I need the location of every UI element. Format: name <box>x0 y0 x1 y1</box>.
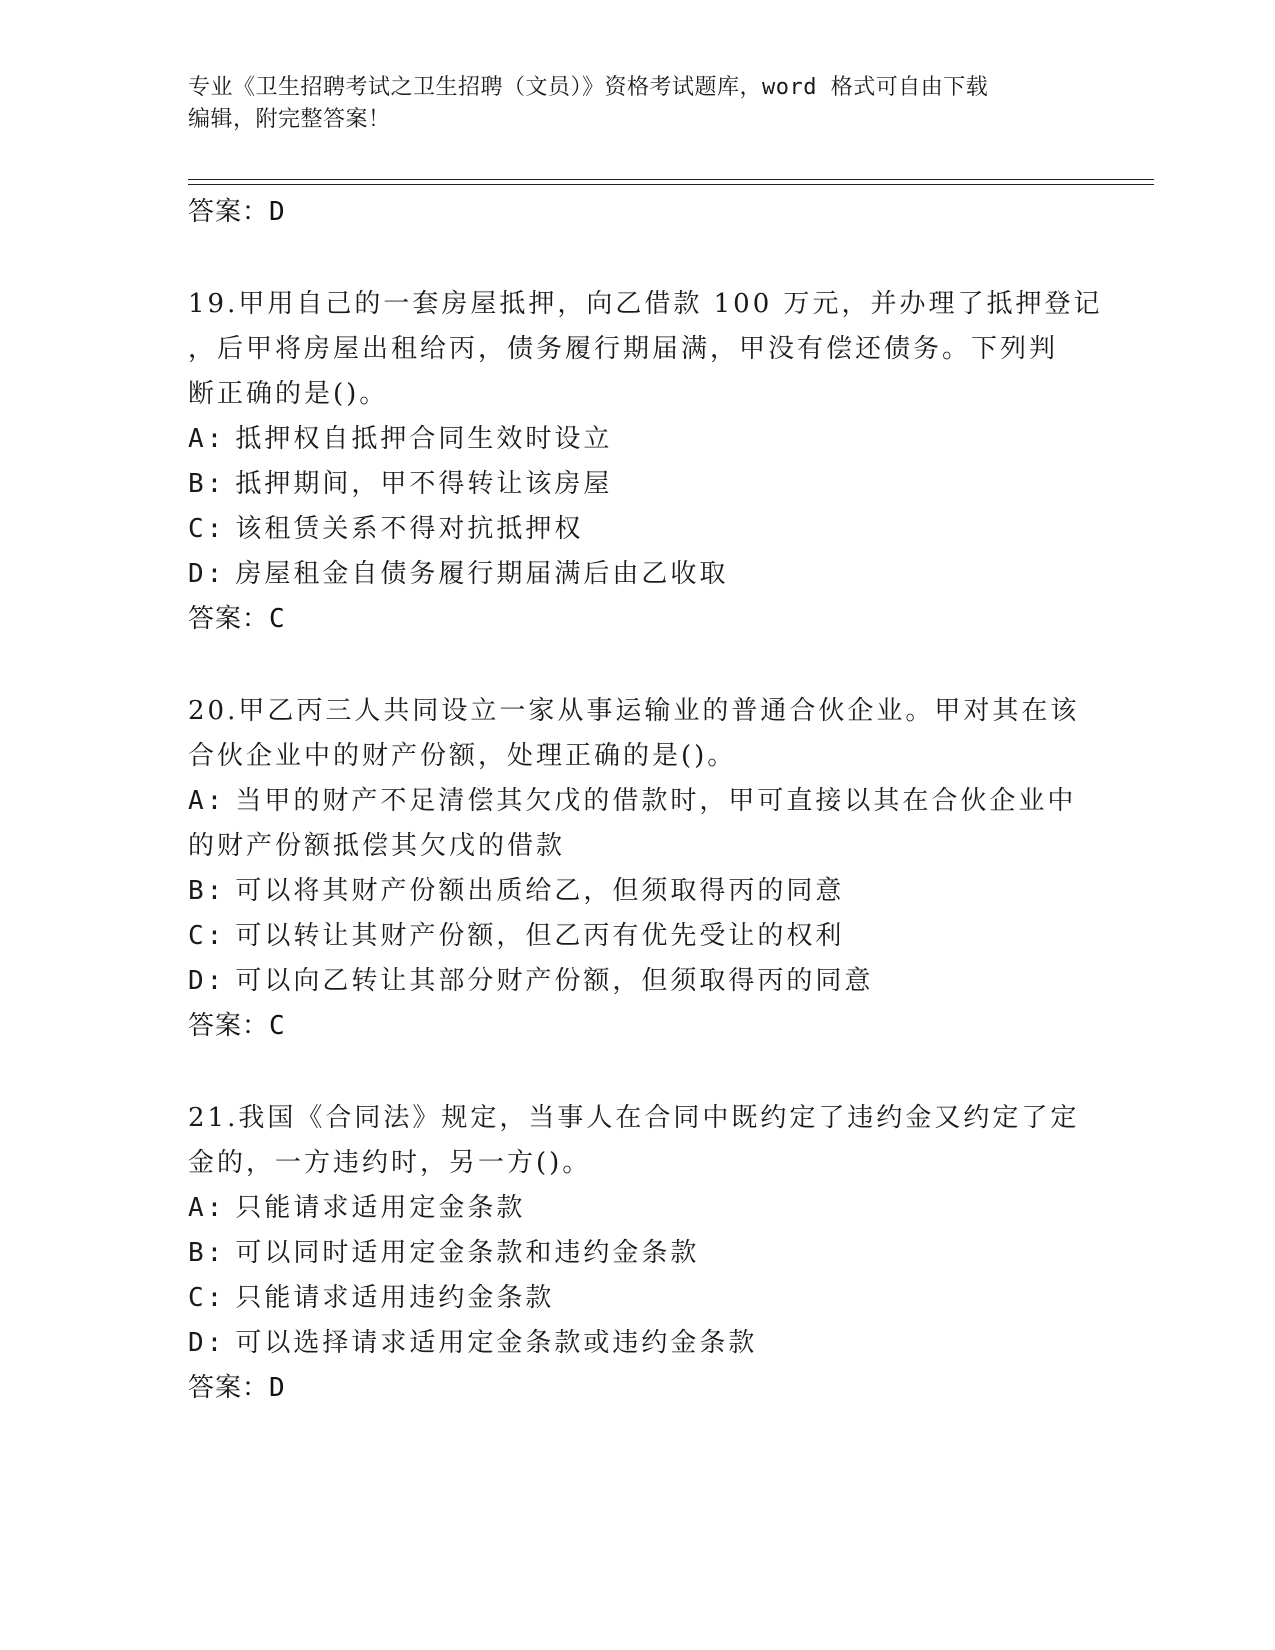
option-key: B: <box>188 876 226 906</box>
option-line <box>188 417 1068 462</box>
question-text-line: 19.甲用自己的一套房屋抵押，向乙借款 100 万元，并办理了抵押登记 <box>188 289 1103 319</box>
question-text-line: 合伙企业中的财产份额，处理正确的是()。 <box>188 741 737 771</box>
option-key: B: <box>188 1238 226 1268</box>
option-text: 可以向乙转让其部分财产份额，但须取得丙的同意 <box>235 966 874 996</box>
option-text: 抵押权自抵押合同生效时设立 <box>235 424 613 454</box>
document-header <box>188 72 1068 136</box>
question-text-line: 断正确的是()。 <box>188 379 389 409</box>
question-block <box>188 689 1080 1049</box>
question-gap <box>188 1049 1068 1096</box>
option-key: D: <box>188 966 226 996</box>
header-line-2: 编辑，附完整答案！ <box>188 107 391 132</box>
answer-line <box>188 1366 1068 1411</box>
question-text-line: 20.甲乙丙三人共同设立一家从事运输业的普通合伙企业。甲对其在该 <box>188 696 1080 726</box>
answer-value: C <box>269 1011 286 1041</box>
question-block <box>188 282 1103 642</box>
option-key: A: <box>188 424 226 454</box>
option-text: 当甲的财产不足清偿其欠戊的借款时，甲可直接以其在合伙企业中 <box>235 786 1077 816</box>
option-text: 只能请求适用定金条款 <box>235 1193 526 1223</box>
answer-label: 答案： <box>188 1373 270 1403</box>
option-line <box>188 552 1068 597</box>
option-key: A: <box>188 786 226 816</box>
header-rule-top <box>188 179 1154 180</box>
answer-line <box>188 597 1068 642</box>
option-key: A: <box>188 1193 226 1223</box>
option-key: B: <box>188 469 226 499</box>
option-text: 抵押期间，甲不得转让该房屋 <box>235 469 613 499</box>
option-line <box>188 462 1068 507</box>
option-key: C: <box>188 921 226 951</box>
question-list <box>188 190 1103 1411</box>
question-block <box>188 1096 1080 1411</box>
question-text-line: 21.我国《合同法》规定，当事人在合同中既约定了违约金又约定了定 <box>188 1103 1080 1133</box>
option-line <box>188 959 1068 1004</box>
option-line <box>188 869 1068 914</box>
option-line <box>188 779 1077 824</box>
option-key: D: <box>188 559 226 589</box>
answer-value: D <box>269 197 286 227</box>
option-text: 房屋租金自债务履行期届满后由乙收取 <box>235 559 729 589</box>
option-line <box>188 1231 1068 1276</box>
previous-answer <box>188 190 1068 235</box>
question-text-line: ，后甲将房屋出租给丙，债务履行期届满，甲没有偿还债务。下列判 <box>188 334 1059 364</box>
option-line <box>188 914 1068 959</box>
header-rule-bottom <box>188 184 1154 185</box>
option-text: 只能请求适用违约金条款 <box>235 1283 555 1313</box>
option-text: 可以将其财产份额出质给乙，但须取得丙的同意 <box>235 876 845 906</box>
answer-value: D <box>269 1373 286 1403</box>
option-line <box>188 1276 1068 1321</box>
option-text: 可以转让其财产份额，但乙丙有优先受让的权利 <box>235 921 845 951</box>
option-line <box>188 1321 1068 1366</box>
option-key: C: <box>188 514 226 544</box>
option-line <box>188 824 1068 869</box>
answer-label: 答案： <box>188 1011 270 1041</box>
option-line <box>188 1186 1068 1231</box>
option-key: D: <box>188 1328 226 1358</box>
question-gap <box>188 235 1068 282</box>
option-text: 可以选择请求适用定金条款或违约金条款 <box>235 1328 758 1358</box>
answer-label: 答案： <box>188 604 270 634</box>
option-line <box>188 507 1068 552</box>
answer-label: 答案： <box>188 197 270 227</box>
question-gap <box>188 642 1068 689</box>
option-key: C: <box>188 1283 226 1313</box>
questions-container <box>188 235 1103 1411</box>
answer-line <box>188 1004 1068 1049</box>
question-text-line: 金的，一方违约时，另一方()。 <box>188 1148 592 1178</box>
answer-value: C <box>269 604 286 634</box>
option-text: 可以同时适用定金条款和违约金条款 <box>235 1238 700 1268</box>
header-line-1: 专业《卫生招聘考试之卫生招聘（文员）》资格考试题库，word 格式可自由下载 <box>188 75 989 100</box>
option-text: 的财产份额抵偿其欠戊的借款 <box>188 831 566 861</box>
option-text: 该租赁关系不得对抗抵押权 <box>235 514 584 544</box>
